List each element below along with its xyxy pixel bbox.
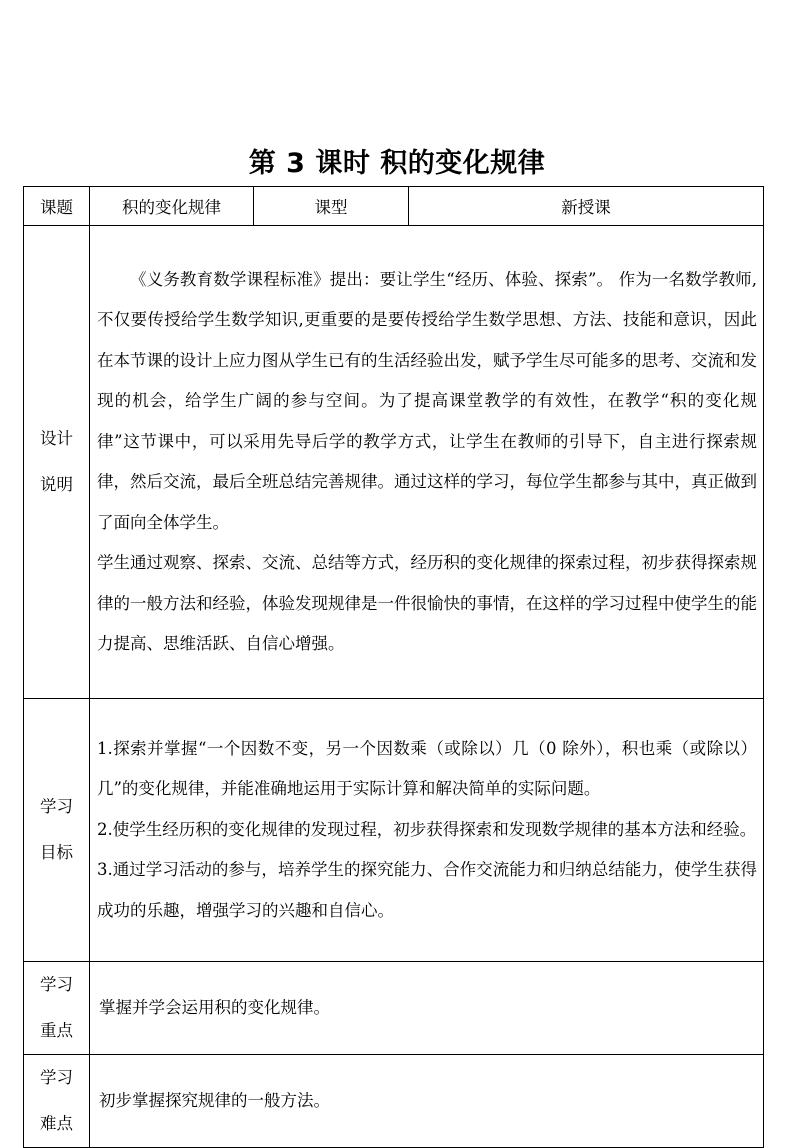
difficulties-text: 初步掌握探究规律的一般方法。: [90, 1055, 764, 1148]
design-label-line1: 设计: [40, 429, 73, 448]
key-points-label: [24, 962, 90, 1055]
goals-label: [24, 699, 90, 962]
goal-item-2: 2.使学生经历积的变化规律的发现过程，初步获得探索和发现数学规律的基本方法和经验。: [97, 819, 757, 839]
page-title: 第 3 课时 积的变化规律: [248, 148, 546, 179]
design-label: [24, 226, 90, 699]
goals-content: [90, 699, 764, 962]
lesson-type-label: 课型: [254, 187, 409, 226]
design-description: [90, 226, 764, 699]
lesson-plan-table: [23, 186, 764, 1148]
difficulties-label-line1: 学习: [40, 1068, 73, 1087]
key-points-label-line1: 学习: [40, 975, 73, 994]
difficulties-row: [24, 1055, 764, 1148]
goal-item-1: 1.探索并掌握“一个因数不变，另一个因数乘（或除以）几（0 除外），积也乘（或除以）几”的变化规律，并能准确地运用于实际计算和解决简单的实际问题。: [97, 738, 757, 799]
goals-label-line1: 学习: [40, 797, 73, 816]
difficulties-label-line2: 难点: [40, 1114, 73, 1133]
key-points-row: [24, 962, 764, 1055]
design-paragraph-2: 学生通过观察、探索、交流、总结等方式，经历积的变化规律的探索过程，初步获得探索规律的一般方法和经验，体验发现规律是一件很愉快的事情，在这样的学习过程中使学生的能力提高、思维活跃、自信心增强。: [97, 553, 757, 653]
key-points-text: 掌握并学会运用积的变化规律。: [90, 962, 764, 1055]
key-points-label-line2: 重点: [40, 1021, 73, 1040]
goal-item-3: 3.通过学习活动的参与，培养学生的探究能力、合作交流能力和归纳总结能力，使学生获得成功的乐趣，增强学习的兴趣和自信心。: [97, 860, 757, 920]
design-label-line2: 说明: [40, 475, 73, 494]
topic-label: 课题: [24, 187, 90, 226]
difficulties-label: [24, 1055, 90, 1148]
header-row: [24, 187, 764, 226]
design-paragraph-1: 《义务教育数学课程标准》提出：要让学生“经历、体验、探索”。 作为一名数学教师,不仅要传授给学生数学知识,更重要的是要传授给学生数学思想、方法、技能和意识，因此在本节课的设计上应力图从学生已有的生活经验出发，赋予学生尽可能多的思考、交流和发现的机会，给学生广阔的参与空间。为了提高课堂教学的有效性，在教学“积的变化规律”这节课中，可以采用先导后学的教学方式，让学生在教师的引导下，自主进行探索规律，然后交流，最后全班总结完善规律。通过这样的学习，每位学生都参与其中，真正做到了面向全体学生。: [97, 269, 757, 532]
lesson-type-value: 新授课: [409, 187, 764, 226]
topic-value: 积的变化规律: [90, 187, 254, 226]
design-row: [24, 226, 764, 699]
goals-label-line2: 目标: [40, 843, 73, 862]
goals-row: [24, 699, 764, 962]
